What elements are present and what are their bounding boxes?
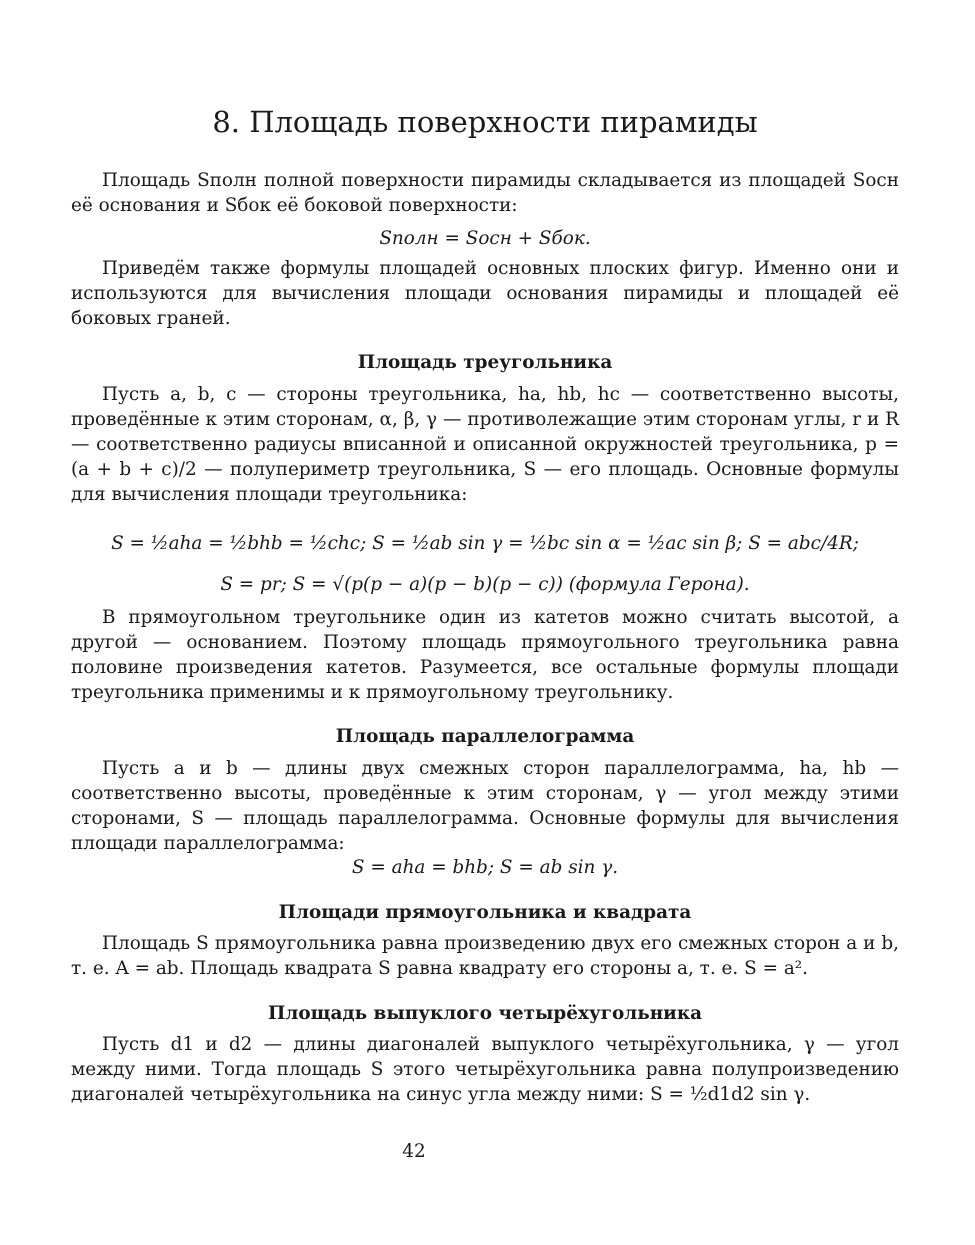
- triangle-formula-2: S = pr; S = √(p(p − a)(p − b)(p − c)) (формула Герона).: [220, 574, 750, 595]
- parallelogram-formula: S = aha = bhb; S = ab sin γ.: [351, 857, 619, 878]
- triangle-heading: Площадь треугольника: [357, 352, 613, 373]
- triangle-paragraph-2: В прямоугольном треугольнике один из катетов можно считать высотой, а другой — основанием. Поэтому площадь прямоугольного треугольника равна половине произведения катетов. Разумеется, все остальные формулы площади треугольника применимы и к прямоугольному треугольнику.: [71, 607, 899, 703]
- rectangle-paragraph: Площадь S прямоугольника равна произведению двух его смежных сторон a и b, т. е. A = ab. Площадь квадрата S равна квадрату его стороны a, т. е. S = a².: [71, 933, 899, 979]
- intro-paragraph-2: Приведём также формулы площадей основных плоских фигур. Именно они и используются для вычисления площади основания пирамиды и площадей её боковых граней.: [71, 258, 899, 329]
- quadrilateral-heading: Площадь выпуклого четырёхугольника: [267, 1003, 703, 1024]
- triangle-formula-1: S = ½aha = ½bhb = ½chc; S = ½ab sin γ = ½bc sin α = ½ac sin β; S = abc/4R;: [111, 533, 859, 554]
- quadrilateral-paragraph: Пусть d1 и d2 — длины диагоналей выпуклого четырёхугольника, γ — угол между ними. Тогда площадь S этого четырёхугольника равна полупроизведению диагоналей четырёхугольника на синус угла между ними: S = ½d1d2 sin γ.: [71, 1034, 899, 1105]
- rectangle-heading: Площади прямоугольника и квадрата: [278, 902, 692, 923]
- page-number: 42: [402, 1141, 426, 1162]
- triangle-paragraph-1: Пусть a, b, c — стороны треугольника, ha, hb, hc — соответственно высоты, проведённые к этим сторонам, α, β, γ — противолежащие этим сторонам углы, r и R — соответственно радиусы вписанной и описанной окружностей треугольника, p = (a + b + c)/2 — полупериметр треугольника, S — его площадь. Основные формулы для вычисления площади треугольника:: [71, 384, 899, 505]
- parallelogram-heading: Площадь параллелограмма: [335, 726, 635, 747]
- intro-formula: Sполн = Sосн + Sбок.: [379, 228, 591, 249]
- page-title: 8. Площадь поверхности пирамиды: [212, 105, 758, 139]
- intro-paragraph-1: Площадь Sполн полной поверхности пирамиды складывается из площадей Sосн её основания и Sбок её боковой поверхности:: [71, 170, 899, 216]
- parallelogram-paragraph: Пусть a и b — длины двух смежных сторон параллелограмма, ha, hb — соответственно высоты, проведённые к этим сторонам, γ — угол между этими сторонами, S — площадь параллелограмма. Основные формулы для вычисления площади параллелограмма:: [71, 758, 899, 854]
